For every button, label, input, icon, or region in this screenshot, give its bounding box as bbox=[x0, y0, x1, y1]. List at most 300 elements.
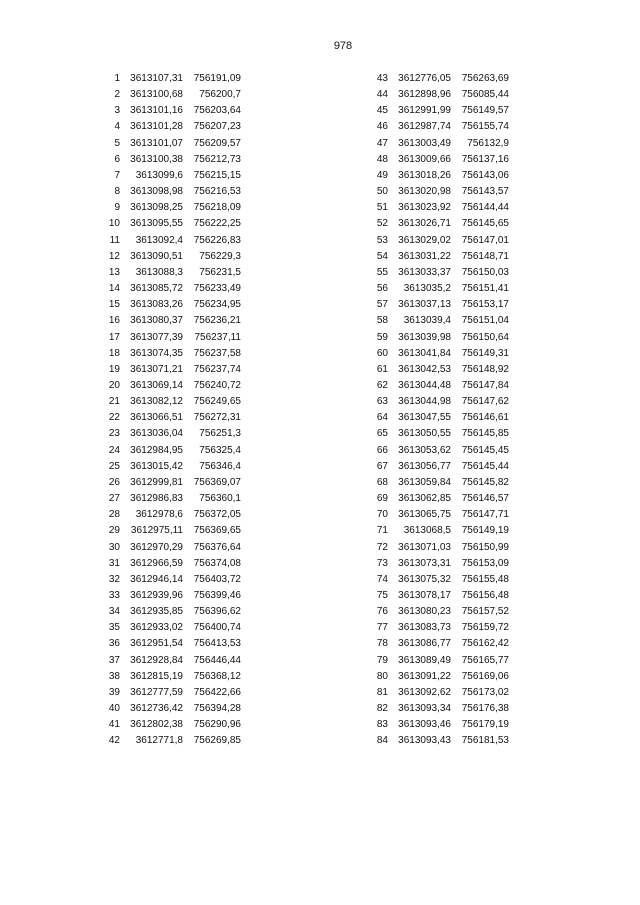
x-coordinate: 3613039,98 bbox=[398, 331, 451, 343]
coordinate-row bbox=[368, 136, 509, 152]
coordinate-row bbox=[100, 475, 241, 491]
x-coordinate: 3613035,2 bbox=[403, 283, 451, 295]
coordinate-row bbox=[100, 281, 241, 297]
y-coordinate: 756165,77 bbox=[461, 654, 509, 666]
x-coordinate: 3613023,92 bbox=[398, 202, 451, 214]
point-number: 2 bbox=[114, 89, 120, 101]
y-coordinate: 756145,45 bbox=[461, 444, 509, 456]
x-coordinate: 3613065,75 bbox=[398, 509, 451, 521]
point-number: 28 bbox=[108, 509, 120, 521]
point-number: 31 bbox=[108, 557, 120, 569]
y-coordinate: 756399,46 bbox=[193, 590, 241, 601]
x-coordinate: 3612933,02 bbox=[130, 622, 183, 634]
x-coordinate: 3613071,03 bbox=[398, 541, 451, 553]
y-coordinate: 756149,31 bbox=[461, 347, 509, 359]
x-coordinate: 3612776,05 bbox=[398, 73, 451, 84]
coordinate-row bbox=[100, 540, 241, 556]
y-coordinate: 756137,16 bbox=[461, 153, 509, 165]
point-number: 62 bbox=[376, 379, 388, 391]
coordinate-row bbox=[100, 459, 241, 475]
coordinate-row bbox=[100, 588, 241, 604]
x-coordinate: 3612970,29 bbox=[130, 541, 183, 553]
x-coordinate: 3612736,42 bbox=[130, 703, 183, 715]
x-coordinate: 3613092,62 bbox=[398, 686, 451, 698]
y-coordinate: 756249,65 bbox=[193, 396, 241, 408]
coordinate-row bbox=[368, 233, 509, 249]
y-coordinate: 756251,3 bbox=[199, 428, 241, 440]
coordinate-row bbox=[368, 604, 509, 620]
coordinate-row bbox=[100, 200, 241, 216]
coordinate-row bbox=[100, 362, 241, 378]
coordinate-row bbox=[100, 620, 241, 636]
coordinate-row bbox=[368, 459, 509, 475]
y-coordinate: 756143,57 bbox=[461, 186, 509, 198]
x-coordinate: 3613101,16 bbox=[130, 105, 183, 117]
x-coordinate: 3613037,13 bbox=[398, 299, 451, 311]
y-coordinate: 756374,08 bbox=[193, 557, 241, 569]
x-coordinate: 3613062,85 bbox=[398, 493, 451, 505]
coordinate-row bbox=[368, 588, 509, 604]
point-number: 73 bbox=[376, 557, 388, 569]
coordinate-row bbox=[100, 636, 241, 652]
y-coordinate: 756151,04 bbox=[461, 315, 509, 327]
x-coordinate: 3613085,72 bbox=[130, 283, 183, 295]
y-coordinate: 756157,52 bbox=[461, 606, 509, 618]
point-number: 57 bbox=[376, 299, 388, 311]
coordinate-row bbox=[100, 346, 241, 362]
y-coordinate: 756218,09 bbox=[193, 202, 241, 214]
point-number: 51 bbox=[376, 202, 388, 214]
coordinate-row bbox=[100, 184, 241, 200]
y-coordinate: 756394,28 bbox=[193, 703, 241, 715]
x-coordinate: 3613026,71 bbox=[398, 218, 451, 230]
y-coordinate: 756396,62 bbox=[193, 606, 241, 618]
coordinate-row bbox=[368, 265, 509, 281]
point-number: 4 bbox=[114, 121, 120, 133]
y-coordinate: 756376,64 bbox=[193, 541, 241, 553]
x-coordinate: 3613077,39 bbox=[130, 331, 183, 343]
point-number: 21 bbox=[108, 396, 120, 408]
x-coordinate: 3612975,11 bbox=[130, 525, 183, 537]
point-number: 48 bbox=[376, 153, 388, 165]
y-coordinate: 756272,31 bbox=[193, 412, 241, 424]
x-coordinate: 3613098,25 bbox=[130, 202, 183, 214]
point-number: 29 bbox=[108, 525, 120, 537]
coordinate-row bbox=[100, 443, 241, 459]
coordinate-row bbox=[100, 103, 241, 119]
coordinate-row bbox=[100, 733, 241, 749]
coordinate-row bbox=[368, 200, 509, 216]
coordinate-row bbox=[100, 507, 241, 523]
point-number: 65 bbox=[376, 428, 388, 440]
point-number: 44 bbox=[376, 89, 388, 101]
point-number: 47 bbox=[376, 137, 388, 149]
x-coordinate: 3613039,4 bbox=[403, 315, 451, 327]
y-coordinate: 756155,48 bbox=[461, 573, 509, 585]
y-coordinate: 756215,15 bbox=[193, 169, 241, 181]
point-number: 35 bbox=[108, 622, 120, 634]
y-coordinate: 756369,07 bbox=[193, 476, 241, 488]
y-coordinate: 756150,64 bbox=[461, 331, 509, 343]
point-number: 41 bbox=[108, 719, 120, 731]
y-coordinate: 756209,57 bbox=[193, 137, 241, 149]
y-coordinate: 756325,4 bbox=[199, 444, 241, 456]
point-number: 15 bbox=[108, 299, 120, 311]
coordinate-row bbox=[368, 717, 509, 733]
coordinate-row bbox=[100, 669, 241, 685]
point-number: 72 bbox=[376, 541, 388, 553]
y-coordinate: 756290,96 bbox=[193, 719, 241, 731]
y-coordinate: 756212,73 bbox=[193, 153, 241, 165]
x-coordinate: 3613031,22 bbox=[398, 250, 451, 262]
point-number: 59 bbox=[376, 331, 388, 343]
coordinate-row bbox=[100, 119, 241, 135]
point-number: 77 bbox=[376, 622, 388, 634]
coordinate-row bbox=[368, 168, 509, 184]
point-number: 8 bbox=[114, 186, 120, 198]
point-number: 70 bbox=[376, 509, 388, 521]
coordinate-row bbox=[368, 507, 509, 523]
coordinate-row bbox=[368, 346, 509, 362]
x-coordinate: 3613029,02 bbox=[398, 234, 451, 246]
coordinate-row bbox=[368, 556, 509, 572]
x-coordinate: 3613100,68 bbox=[130, 89, 183, 101]
coordinate-table-left bbox=[100, 71, 241, 750]
x-coordinate: 3613050,55 bbox=[398, 428, 451, 440]
point-number: 50 bbox=[376, 186, 388, 198]
point-number: 45 bbox=[376, 105, 388, 117]
x-coordinate: 3613018,26 bbox=[398, 169, 451, 181]
coordinate-row bbox=[368, 685, 509, 701]
x-coordinate: 3612946,14 bbox=[130, 573, 183, 585]
coordinate-row bbox=[368, 669, 509, 685]
page-number: 978 bbox=[333, 40, 353, 52]
point-number: 69 bbox=[376, 493, 388, 505]
x-coordinate: 3612986,83 bbox=[130, 493, 183, 505]
x-coordinate: 3613083,26 bbox=[130, 299, 183, 311]
point-number: 14 bbox=[108, 283, 120, 295]
coordinate-row bbox=[100, 701, 241, 717]
point-number: 71 bbox=[376, 525, 388, 537]
y-coordinate: 756179,19 bbox=[461, 719, 509, 731]
coordinate-row bbox=[100, 717, 241, 733]
coordinate-row bbox=[368, 216, 509, 232]
y-coordinate: 756369,65 bbox=[193, 525, 241, 537]
y-coordinate: 756233,49 bbox=[193, 283, 241, 295]
y-coordinate: 756159,72 bbox=[461, 622, 509, 634]
point-number: 32 bbox=[108, 573, 120, 585]
coordinate-row bbox=[368, 733, 509, 749]
y-coordinate: 756236,21 bbox=[193, 315, 241, 327]
x-coordinate: 3613101,28 bbox=[130, 121, 183, 133]
x-coordinate: 3613093,46 bbox=[398, 719, 451, 731]
coordinate-row bbox=[368, 152, 509, 168]
y-coordinate: 756146,61 bbox=[461, 412, 509, 424]
x-coordinate: 3612999,81 bbox=[130, 476, 183, 488]
coordinate-row bbox=[100, 572, 241, 588]
point-number: 49 bbox=[376, 169, 388, 181]
point-number: 12 bbox=[108, 250, 120, 262]
coordinate-row bbox=[100, 523, 241, 539]
coordinate-row bbox=[368, 475, 509, 491]
y-coordinate: 756234,95 bbox=[193, 299, 241, 311]
y-coordinate: 756149,57 bbox=[461, 105, 509, 117]
y-coordinate: 756263,69 bbox=[461, 73, 509, 84]
point-number: 13 bbox=[108, 266, 120, 278]
y-coordinate: 756372,05 bbox=[193, 509, 241, 521]
y-coordinate: 756145,44 bbox=[461, 460, 509, 472]
point-number: 23 bbox=[108, 428, 120, 440]
x-coordinate: 3613009,66 bbox=[398, 153, 451, 165]
coordinate-row bbox=[100, 168, 241, 184]
y-coordinate: 756147,84 bbox=[461, 379, 509, 391]
coordinate-row bbox=[368, 491, 509, 507]
coordinate-row bbox=[100, 378, 241, 394]
y-coordinate: 756148,71 bbox=[461, 250, 509, 262]
coordinate-row bbox=[368, 653, 509, 669]
x-coordinate: 3613074,35 bbox=[130, 347, 183, 359]
x-coordinate: 3613073,31 bbox=[398, 557, 451, 569]
coordinate-row bbox=[368, 636, 509, 652]
x-coordinate: 3612951,54 bbox=[130, 638, 183, 650]
coordinate-table-right bbox=[368, 71, 509, 750]
point-number: 37 bbox=[108, 654, 120, 666]
coordinate-row bbox=[100, 604, 241, 620]
point-number: 19 bbox=[108, 363, 120, 375]
point-number: 11 bbox=[109, 234, 120, 246]
y-coordinate: 756153,09 bbox=[461, 557, 509, 569]
x-coordinate: 3613107,31 bbox=[130, 73, 183, 84]
point-number: 76 bbox=[376, 606, 388, 618]
coordinate-row bbox=[100, 410, 241, 426]
coordinate-row bbox=[100, 330, 241, 346]
y-coordinate: 756237,74 bbox=[193, 363, 241, 375]
point-number: 55 bbox=[376, 266, 388, 278]
x-coordinate: 3612987,74 bbox=[398, 121, 451, 133]
y-coordinate: 756143,06 bbox=[461, 169, 509, 181]
y-coordinate: 756176,38 bbox=[461, 703, 509, 715]
x-coordinate: 3613068,5 bbox=[403, 525, 451, 537]
x-coordinate: 3613095,55 bbox=[130, 218, 183, 230]
point-number: 53 bbox=[376, 234, 388, 246]
coordinate-row bbox=[368, 378, 509, 394]
coordinate-row bbox=[368, 71, 509, 87]
coordinate-row bbox=[100, 394, 241, 410]
y-coordinate: 756150,99 bbox=[461, 541, 509, 553]
y-coordinate: 756169,06 bbox=[461, 670, 509, 682]
x-coordinate: 3612771,8 bbox=[135, 735, 183, 747]
point-number: 56 bbox=[376, 283, 388, 295]
y-coordinate: 756148,92 bbox=[461, 363, 509, 375]
y-coordinate: 756145,85 bbox=[461, 428, 509, 440]
point-number: 83 bbox=[376, 719, 388, 731]
y-coordinate: 756240,72 bbox=[193, 379, 241, 391]
coordinate-row bbox=[368, 330, 509, 346]
coordinate-row bbox=[368, 701, 509, 717]
x-coordinate: 3613015,42 bbox=[130, 460, 183, 472]
point-number: 79 bbox=[376, 654, 388, 666]
coordinate-row bbox=[368, 523, 509, 539]
point-number: 6 bbox=[114, 153, 120, 165]
coordinate-row bbox=[100, 136, 241, 152]
y-coordinate: 756181,53 bbox=[461, 735, 509, 747]
x-coordinate: 3613098,98 bbox=[130, 186, 183, 198]
coordinate-row bbox=[368, 87, 509, 103]
point-number: 10 bbox=[108, 218, 120, 230]
point-number: 16 bbox=[108, 315, 120, 327]
y-coordinate: 756368,12 bbox=[193, 670, 241, 682]
x-coordinate: 3613036,04 bbox=[130, 428, 183, 440]
point-number: 66 bbox=[376, 444, 388, 456]
coordinate-row bbox=[100, 653, 241, 669]
y-coordinate: 756346,4 bbox=[199, 460, 241, 472]
x-coordinate: 3613053,62 bbox=[398, 444, 451, 456]
coordinate-row bbox=[100, 216, 241, 232]
y-coordinate: 756144,44 bbox=[461, 202, 509, 214]
point-number: 84 bbox=[376, 735, 388, 747]
x-coordinate: 3613078,17 bbox=[398, 590, 451, 601]
coordinate-row bbox=[100, 87, 241, 103]
x-coordinate: 3612966,59 bbox=[130, 557, 183, 569]
coordinate-row bbox=[368, 620, 509, 636]
coordinate-row bbox=[368, 394, 509, 410]
x-coordinate: 3612939,96 bbox=[130, 590, 183, 601]
coordinate-row bbox=[100, 426, 241, 442]
point-number: 67 bbox=[376, 460, 388, 472]
point-number: 54 bbox=[376, 250, 388, 262]
y-coordinate: 756269,85 bbox=[193, 735, 241, 747]
point-number: 20 bbox=[108, 379, 120, 391]
point-number: 64 bbox=[376, 412, 388, 424]
y-coordinate: 756207,23 bbox=[193, 121, 241, 133]
x-coordinate: 3613088,3 bbox=[135, 266, 183, 278]
y-coordinate: 756216,53 bbox=[193, 186, 241, 198]
x-coordinate: 3612984,95 bbox=[130, 444, 183, 456]
y-coordinate: 756132,9 bbox=[467, 137, 509, 149]
x-coordinate: 3613056,77 bbox=[398, 460, 451, 472]
x-coordinate: 3613082,12 bbox=[130, 396, 183, 408]
coordinate-row bbox=[100, 152, 241, 168]
coordinate-row bbox=[100, 313, 241, 329]
y-coordinate: 756147,71 bbox=[461, 509, 509, 521]
point-number: 78 bbox=[376, 638, 388, 650]
point-number: 39 bbox=[108, 686, 120, 698]
y-coordinate: 756085,44 bbox=[461, 89, 509, 101]
x-coordinate: 3613093,34 bbox=[398, 703, 451, 715]
point-number: 52 bbox=[376, 218, 388, 230]
y-coordinate: 756203,64 bbox=[193, 105, 241, 117]
coordinate-row bbox=[100, 297, 241, 313]
point-number: 60 bbox=[376, 347, 388, 359]
point-number: 1 bbox=[114, 73, 120, 84]
y-coordinate: 756231,5 bbox=[199, 266, 241, 278]
x-coordinate: 3612978,6 bbox=[135, 509, 183, 521]
y-coordinate: 756200,7 bbox=[199, 89, 241, 101]
point-number: 33 bbox=[108, 590, 120, 601]
x-coordinate: 3613047,55 bbox=[398, 412, 451, 424]
point-number: 80 bbox=[376, 670, 388, 682]
y-coordinate: 756155,74 bbox=[461, 121, 509, 133]
coordinate-row bbox=[100, 265, 241, 281]
point-number: 81 bbox=[376, 686, 388, 698]
x-coordinate: 3613020,98 bbox=[398, 186, 451, 198]
x-coordinate: 3613099,6 bbox=[135, 169, 183, 181]
x-coordinate: 3613080,37 bbox=[130, 315, 183, 327]
point-number: 9 bbox=[114, 202, 120, 214]
point-number: 61 bbox=[376, 363, 388, 375]
coordinate-row bbox=[368, 313, 509, 329]
y-coordinate: 756150,03 bbox=[461, 266, 509, 278]
coordinate-row bbox=[368, 103, 509, 119]
point-number: 34 bbox=[108, 606, 120, 618]
coordinate-row bbox=[368, 362, 509, 378]
y-coordinate: 756147,01 bbox=[461, 234, 509, 246]
x-coordinate: 3613033,37 bbox=[398, 266, 451, 278]
point-number: 40 bbox=[108, 703, 120, 715]
point-number: 7 bbox=[114, 169, 120, 181]
point-number: 24 bbox=[108, 444, 120, 456]
point-number: 42 bbox=[108, 735, 120, 747]
point-number: 5 bbox=[114, 137, 120, 149]
coordinate-row bbox=[100, 491, 241, 507]
y-coordinate: 756145,82 bbox=[461, 476, 509, 488]
x-coordinate: 3612935,85 bbox=[130, 606, 183, 618]
y-coordinate: 756446,44 bbox=[193, 654, 241, 666]
y-coordinate: 756153,17 bbox=[461, 299, 509, 311]
x-coordinate: 3612802,38 bbox=[130, 719, 183, 731]
x-coordinate: 3613069,14 bbox=[130, 379, 183, 391]
point-number: 75 bbox=[376, 590, 388, 601]
x-coordinate: 3612898,96 bbox=[398, 89, 451, 101]
coordinate-row bbox=[368, 297, 509, 313]
point-number: 63 bbox=[376, 396, 388, 408]
x-coordinate: 3613091,22 bbox=[398, 670, 451, 682]
y-coordinate: 756413,53 bbox=[193, 638, 241, 650]
y-coordinate: 756146,57 bbox=[461, 493, 509, 505]
y-coordinate: 756237,11 bbox=[194, 331, 241, 343]
point-number: 27 bbox=[108, 493, 120, 505]
y-coordinate: 756229,3 bbox=[199, 250, 241, 262]
x-coordinate: 3613100,38 bbox=[130, 153, 183, 165]
coordinate-row bbox=[368, 443, 509, 459]
point-number: 3 bbox=[114, 105, 120, 117]
x-coordinate: 3613044,48 bbox=[398, 379, 451, 391]
coordinate-row bbox=[368, 572, 509, 588]
x-coordinate: 3612815,19 bbox=[130, 670, 183, 682]
coordinate-row bbox=[368, 249, 509, 265]
coordinate-table-left-body bbox=[100, 71, 241, 750]
x-coordinate: 3613086,77 bbox=[398, 638, 451, 650]
x-coordinate: 3613066,51 bbox=[130, 412, 183, 424]
y-coordinate: 756162,42 bbox=[461, 638, 509, 650]
point-number: 46 bbox=[376, 121, 388, 133]
x-coordinate: 3613083,73 bbox=[398, 622, 451, 634]
y-coordinate: 756226,83 bbox=[193, 234, 241, 246]
y-coordinate: 756403,72 bbox=[193, 573, 241, 585]
coordinate-row bbox=[368, 119, 509, 135]
x-coordinate: 3613075,32 bbox=[398, 573, 451, 585]
y-coordinate: 756145,65 bbox=[461, 218, 509, 230]
coordinate-table-right-body bbox=[368, 71, 509, 750]
y-coordinate: 756151,41 bbox=[461, 283, 509, 295]
point-number: 18 bbox=[108, 347, 120, 359]
coordinate-row bbox=[368, 410, 509, 426]
y-coordinate: 756156,48 bbox=[461, 590, 509, 601]
x-coordinate: 3613041,84 bbox=[398, 347, 451, 359]
coordinate-row bbox=[100, 556, 241, 572]
y-coordinate: 756147,62 bbox=[461, 396, 509, 408]
y-coordinate: 756400,74 bbox=[193, 622, 241, 634]
